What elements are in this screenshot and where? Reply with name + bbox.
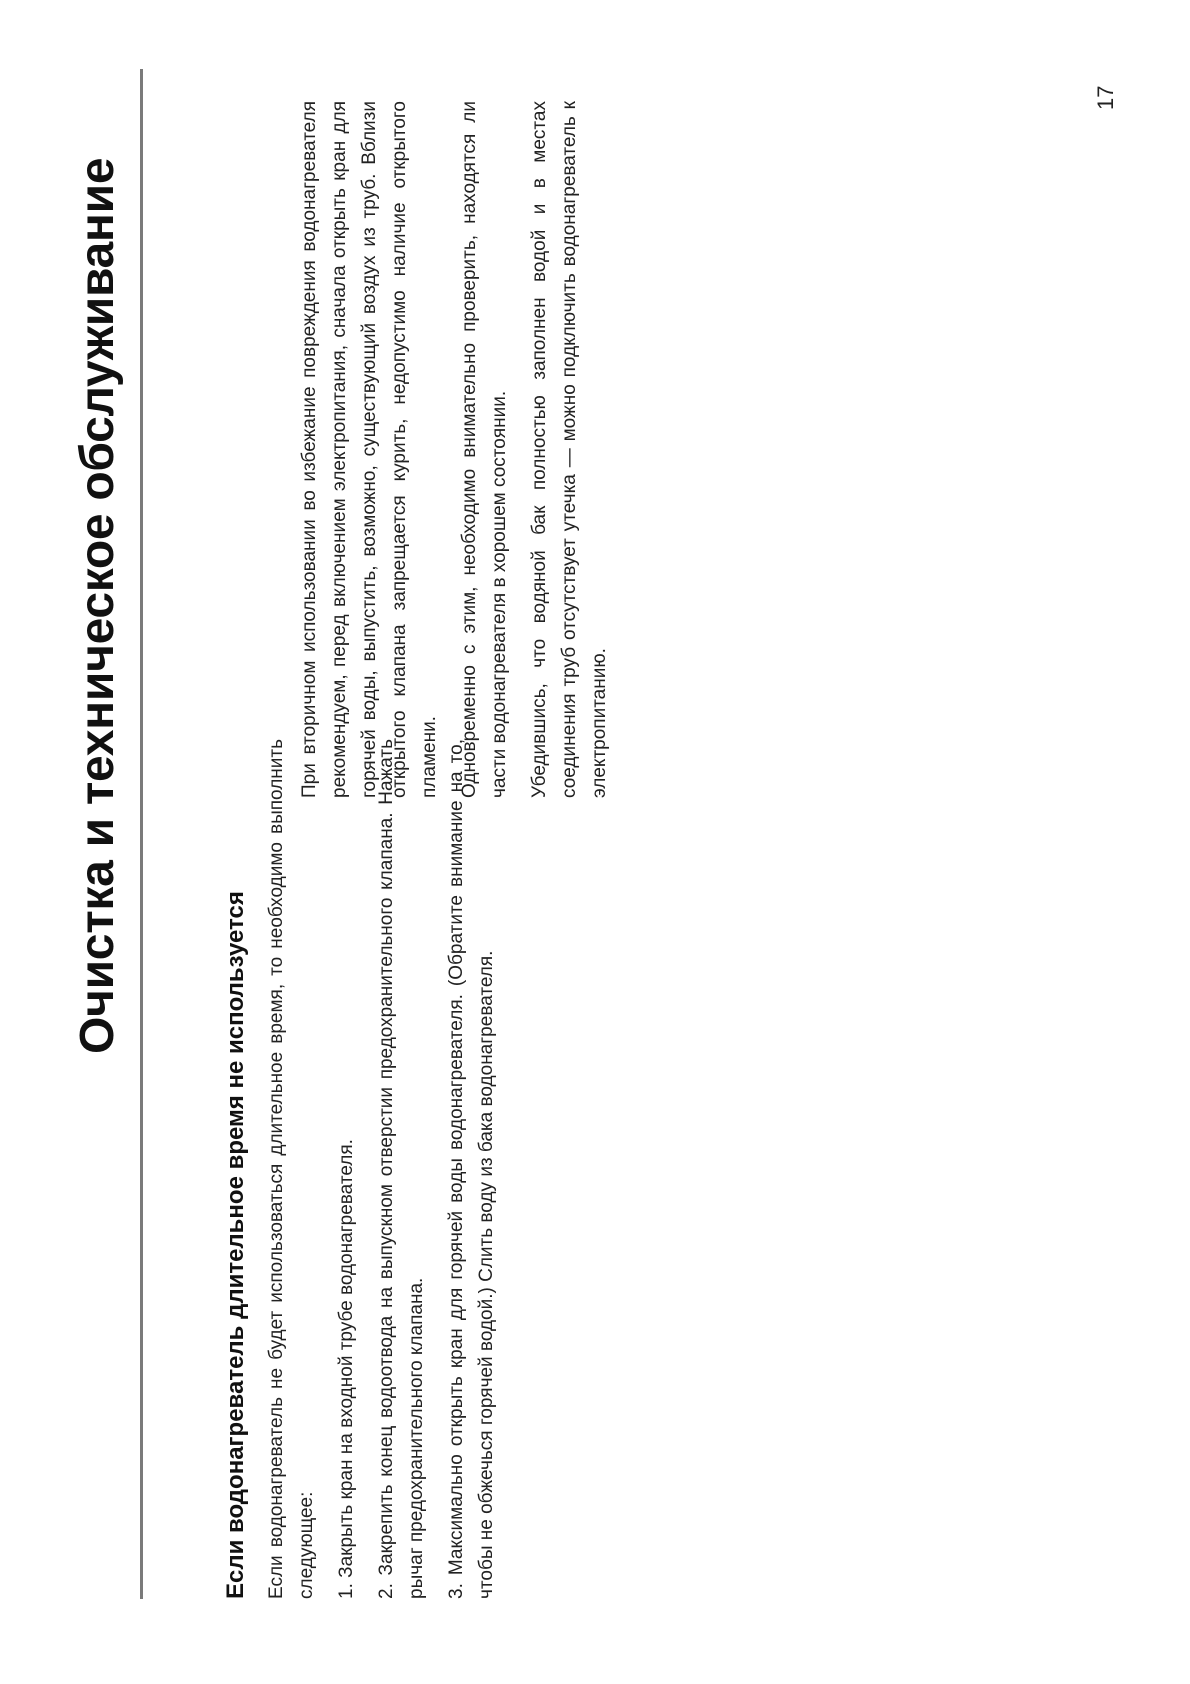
check-paragraph: Одновременно с этим, необходимо внимательно проверить, находятся ли части водонагревателя в хорошем состоянии. (459, 101, 510, 798)
step-3: 3. Максимально открыть кран для горячей воды водонагревателя. (Обратите внимание на то, чтобы не обжечься горячей водой.) Слить воду из бака водонагревателя. (446, 739, 497, 1599)
section-heading: Если водонагреватель длительное время не используется (222, 891, 249, 1599)
step-1: 1. Закрыть кран на входной трубе водонагревателя. (336, 1139, 357, 1599)
title-rule (140, 69, 143, 1599)
page-title: Очистка и техническое обслуживание (71, 157, 124, 1054)
power-paragraph: Убедившись, что водяной бак полностью заполнен водой и в местах соединения труб отсутствует утечка — можно подключить водонагреватель к электропитанию. (529, 101, 610, 798)
intro-paragraph: Если водонагреватель не будет использоваться длительное время, то необходимо выполнить следующее: (266, 739, 317, 1599)
page-number: 17 (1093, 85, 1118, 110)
left-column (221, 739, 512, 1599)
right-column (295, 101, 625, 798)
step-2: 2. Закрепить конец водоотвода на выпускном отверстии предохранительного клапана. Нажать рычаг предохранительного клапана. (376, 739, 427, 1599)
reuse-paragraph: При вторичном использовании во избежание повреждения водонагревателя рекомендуем, перед включением электропитания, сначала открыть кран для горячей воды, выпустить, возможно, существующий воздух из труб. Вблизи открытого клапана запрещается курить, недопустимо наличие открытого пламени. (299, 101, 440, 798)
